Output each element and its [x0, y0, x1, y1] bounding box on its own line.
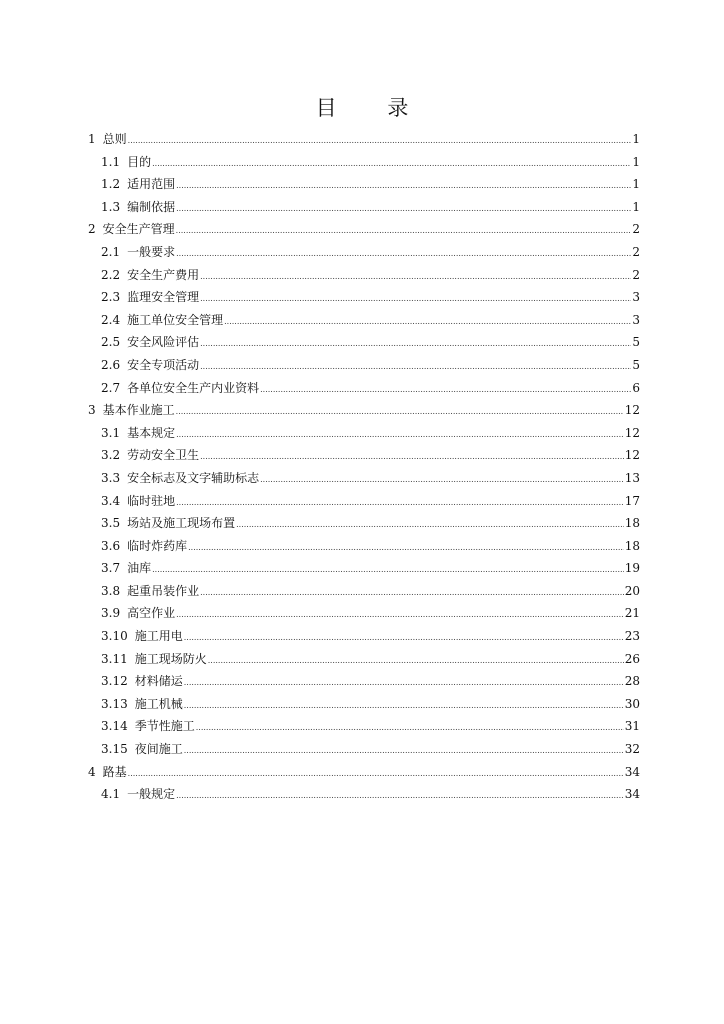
toc-dot-leader: [152, 559, 624, 582]
toc-entry-page-number: 12: [624, 425, 640, 440]
toc-dot-leader: [184, 627, 624, 650]
toc-entry[interactable]: [88, 196, 640, 219]
toc-entry-number: 1.3: [101, 199, 121, 214]
toc-dot-leader: [200, 582, 624, 605]
toc-title: 目 录: [315, 96, 431, 120]
toc-dot-leader: [128, 763, 624, 786]
toc-dot-leader: [184, 740, 624, 763]
toc-entry-title: 施工用电: [134, 629, 183, 644]
toc-entry[interactable]: [88, 241, 640, 264]
toc-entry-page-number: 1: [632, 199, 640, 214]
toc-dot-leader: [184, 695, 624, 718]
toc-entry-number: 2.2: [101, 267, 121, 282]
toc-entry[interactable]: [88, 309, 640, 332]
toc-entry[interactable]: [88, 512, 640, 535]
toc-entry-title: 施工现场防火: [134, 651, 207, 666]
toc-entry-page-number: 12: [624, 403, 640, 418]
toc-entry-page-number: 2: [632, 222, 640, 237]
toc-entry[interactable]: [88, 625, 640, 648]
toc-dot-leader: [200, 333, 631, 356]
toc-entry-title: 安全生产管理: [102, 222, 175, 237]
toc-entry-number: 3.4: [101, 493, 121, 508]
toc-entry-page-number: 34: [624, 787, 640, 802]
toc-entry-number: 3.13: [101, 696, 128, 711]
toc-entry-title: 临时炸药库: [127, 538, 188, 553]
toc-entry-title: 起重吊装作业: [127, 583, 200, 598]
toc-entry-page-number: 30: [624, 696, 640, 711]
toc-entry[interactable]: [88, 602, 640, 625]
toc-dot-leader: [260, 469, 624, 492]
toc-dot-leader: [208, 650, 624, 673]
toc-dot-leader: [200, 266, 631, 289]
toc-entry[interactable]: [88, 490, 640, 513]
toc-dot-leader: [184, 672, 624, 695]
toc-dot-leader: [176, 424, 624, 447]
toc-entry[interactable]: [88, 467, 640, 490]
toc-entry-page-number: 2: [632, 244, 640, 259]
toc-entry-number: 2.4: [101, 312, 121, 327]
toc-dot-leader: [176, 401, 624, 424]
toc-entry[interactable]: [88, 715, 640, 738]
toc-entry-number: 2.3: [101, 290, 121, 305]
toc-entry-number: 3.1: [101, 425, 121, 440]
toc-entry-number: 3.3: [101, 470, 121, 485]
toc-entry[interactable]: [88, 761, 640, 784]
toc-entry[interactable]: [88, 783, 640, 806]
toc-entry[interactable]: [88, 218, 640, 241]
toc-entry-title: 高空作业: [127, 606, 176, 621]
toc-entry-page-number: 23: [624, 629, 640, 644]
toc-dot-leader: [128, 130, 632, 153]
toc-entry-title: 施工单位安全管理: [127, 312, 224, 327]
toc-dot-leader: [260, 379, 631, 402]
toc-entry-title: 施工机械: [134, 696, 183, 711]
toc-entry-number: 1.1: [101, 154, 121, 169]
toc-entry-title: 安全专项活动: [127, 357, 200, 372]
toc-entry-title: 编制依据: [127, 199, 176, 214]
toc-entry-number: 4.1: [101, 787, 121, 802]
toc-entry-title: 基本规定: [127, 425, 176, 440]
toc-entry-page-number: 3: [632, 290, 640, 305]
toc-entry-page-number: 20: [624, 583, 640, 598]
toc-entry-title: 劳动安全卫生: [127, 448, 200, 463]
toc-entry[interactable]: [88, 535, 640, 558]
toc-entry-number: 3: [88, 403, 96, 418]
toc-entry[interactable]: [88, 151, 640, 174]
toc-entry-page-number: 21: [624, 606, 640, 621]
toc-dot-leader: [176, 604, 624, 627]
toc-entry-page-number: 6: [632, 380, 640, 395]
toc-entry-title: 季节性施工: [134, 719, 195, 734]
toc-entry-title: 临时驻地: [127, 493, 176, 508]
toc-entry-page-number: 28: [624, 674, 640, 689]
toc-entry-page-number: 19: [624, 561, 640, 576]
toc-entry-page-number: 17: [624, 493, 640, 508]
toc-entry-number: 3.2: [101, 448, 121, 463]
toc-entry-title: 总则: [102, 132, 127, 146]
toc-entry[interactable]: [88, 693, 640, 716]
toc-entry-page-number: 34: [624, 764, 640, 779]
toc-entry-title: 安全风险评估: [127, 335, 200, 350]
toc-entry-page-number: 5: [632, 335, 640, 350]
toc-entry-number: 1.2: [101, 177, 121, 192]
toc-entry-page-number: 12: [624, 448, 640, 463]
toc-entry-number: 3.10: [101, 629, 128, 644]
toc-entry-page-number: 5: [632, 357, 640, 372]
toc-dot-leader: [176, 492, 624, 515]
toc-entry-number: 2.5: [101, 335, 121, 350]
toc-entry-number: 3.15: [101, 742, 128, 757]
toc-entry-number: 1: [88, 132, 96, 146]
toc-entry-number: 2: [88, 222, 96, 237]
toc-dot-leader: [176, 243, 631, 266]
toc-entry[interactable]: [88, 286, 640, 309]
toc-dot-leader: [196, 717, 624, 740]
toc-entry[interactable]: [88, 354, 640, 377]
toc-dot-leader: [152, 153, 631, 176]
toc-entry-number: 2.7: [101, 380, 121, 395]
toc-entry-number: 3.8: [101, 583, 121, 598]
toc-entry[interactable]: [88, 331, 640, 354]
toc-entry-title: 一般规定: [127, 787, 176, 802]
toc-entry-page-number: 26: [624, 651, 640, 666]
toc-entry[interactable]: [88, 670, 640, 693]
toc-entry[interactable]: [88, 738, 640, 761]
toc-dot-leader: [188, 537, 624, 560]
toc-entry-title: 材料储运: [134, 674, 183, 689]
toc-dot-leader: [224, 311, 631, 334]
toc-entry[interactable]: [88, 377, 640, 400]
toc-entry-title: 安全生产费用: [127, 267, 200, 282]
toc-entry[interactable]: [88, 128, 640, 151]
toc-dot-leader: [200, 288, 631, 311]
toc-entry-number: 3.12: [101, 674, 128, 689]
toc-entry[interactable]: [88, 399, 640, 422]
toc-entry-title: 场站及施工现场布置: [127, 516, 236, 531]
toc-entry[interactable]: [88, 422, 640, 445]
toc-dot-leader: [176, 220, 632, 243]
toc-entry-number: 3.11: [101, 651, 128, 666]
toc-entry-number: 3.6: [101, 538, 121, 553]
toc-entry-number: 2.6: [101, 357, 121, 372]
toc-entry-title: 适用范围: [127, 177, 176, 192]
toc-entry[interactable]: [88, 580, 640, 603]
toc-entry-title: 各单位安全生产内业资料: [127, 380, 260, 395]
toc-entry-page-number: 18: [624, 516, 640, 531]
toc-entry-title: 一般要求: [127, 244, 176, 259]
toc-entry-number: 3.14: [101, 719, 128, 734]
toc-dot-leader: [176, 175, 631, 198]
toc-entry-title: 油库: [127, 561, 152, 576]
toc-entry-title: 安全标志及文字辅助标志: [127, 470, 260, 485]
toc-entry[interactable]: [88, 264, 640, 287]
toc-entry[interactable]: [88, 648, 640, 671]
toc-entry-page-number: 32: [624, 742, 640, 757]
toc-dot-leader: [200, 446, 624, 469]
toc-entry-title: 基本作业施工: [102, 403, 175, 418]
toc-entry-page-number: 1: [632, 154, 640, 169]
toc-entry-title: 夜间施工: [134, 742, 183, 757]
toc-dot-leader: [236, 514, 624, 537]
toc-entry-number: 4: [88, 764, 96, 779]
toc-entry-number: 3.9: [101, 606, 121, 621]
toc-entry[interactable]: [88, 557, 640, 580]
toc-entry-number: 3.5: [101, 516, 121, 531]
toc-entry-title: 目的: [127, 154, 152, 169]
toc-entry-page-number: 2: [632, 267, 640, 282]
toc-entry-page-number: 31: [624, 719, 640, 734]
toc-entry[interactable]: [88, 444, 640, 467]
toc-dot-leader: [200, 356, 631, 379]
toc-entry-title: 监理安全管理: [127, 290, 200, 305]
table-of-contents: [88, 128, 640, 806]
toc-entry-page-number: 1: [632, 132, 640, 146]
toc-entry-title: 路基: [102, 764, 127, 779]
toc-entry[interactable]: [88, 173, 640, 196]
toc-dot-leader: [176, 785, 624, 808]
toc-entry-number: 2.1: [101, 244, 121, 259]
toc-entry-page-number: 13: [624, 470, 640, 485]
toc-entry-page-number: 3: [632, 312, 640, 327]
toc-entry-number: 3.7: [101, 561, 121, 576]
toc-entry-page-number: 18: [624, 538, 640, 553]
toc-entry-page-number: 1: [632, 177, 640, 192]
toc-dot-leader: [176, 198, 631, 221]
